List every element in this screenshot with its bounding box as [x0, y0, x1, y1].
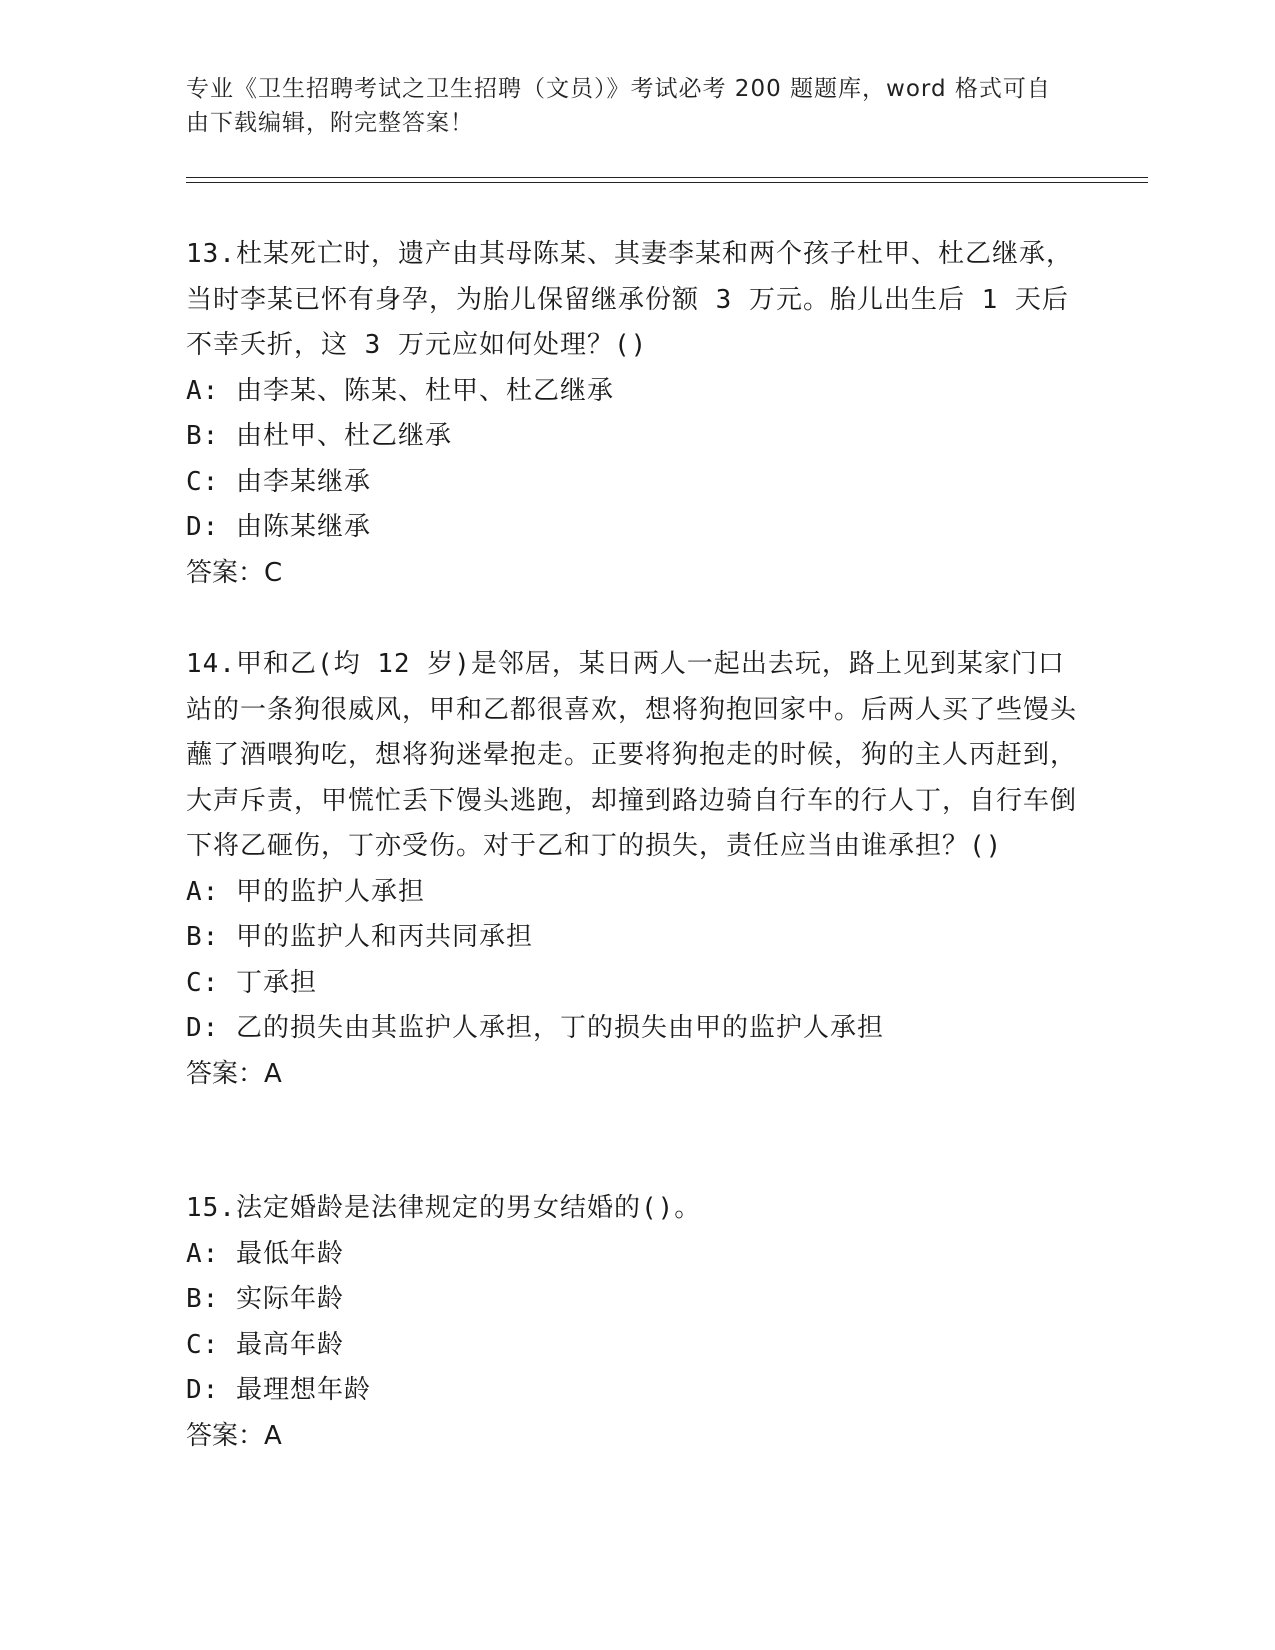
option-b: B: 由杜甲、杜乙继承: [186, 421, 452, 451]
option-a: A: 最低年龄: [186, 1238, 344, 1269]
option-d: D: 由陈某继承: [186, 512, 371, 542]
option-b: B: 实际年龄: [186, 1284, 344, 1314]
header-divider-bottom: [186, 182, 1148, 183]
option-d: D: 最理想年龄: [186, 1375, 371, 1405]
question-stem: 14.甲和乙(均 12 岁)是邻居，某日两人一起出去玩，路上见到某家门口站的一条狗很威风，甲和乙都很喜欢，想将狗抱回家中。后两人买了些馒头蘸了酒喂狗吃，想将狗迷晕抱走。正要将狗抱走的时候，狗的主人丙赶到，大声斥责，甲慌忙丢下馒头逃跑，却撞到路边骑自行车的行人丁，自行车倒下将乙砸伤，丁亦受伤。对于乙和丁的损失，责任应当由谁承担？(): [186, 649, 1078, 861]
question-13: [186, 232, 1086, 596]
option-c: C: 最高年龄: [186, 1329, 344, 1360]
question-14: [186, 642, 1086, 1097]
answer: 答案：A: [186, 1058, 282, 1089]
answer: 答案：C: [186, 557, 283, 588]
option-b: B: 甲的监护人和丙共同承担: [186, 922, 533, 952]
question-stem: 15.法定婚龄是法律规定的男女结婚的()。: [186, 1193, 702, 1223]
question-stem: 13.杜某死亡时，遗产由其母陈某、其妻李某和两个孩子杜甲、杜乙继承，当时李某已怀有身孕，为胎儿保留继承份额 3 万元。胎儿出生后 1 天后不幸夭折，这 3 万元应如何处理？(): [186, 239, 1073, 360]
header-text: 专业《卫生招聘考试之卫生招聘（文员）》考试必考 200 题题库，word 格式可自由下载编辑，附完整答案！: [186, 76, 1051, 136]
option-d: D: 乙的损失由其监护人承担，丁的损失由甲的监护人承担: [186, 1013, 884, 1043]
option-c: C: 丁承担: [186, 967, 317, 998]
option-c: C: 由李某继承: [186, 466, 371, 497]
option-a: A: 由李某、陈某、杜甲、杜乙继承: [186, 375, 614, 406]
option-a: A: 甲的监护人承担: [186, 876, 425, 907]
answer: 答案：A: [186, 1420, 282, 1451]
question-15: [186, 1186, 1086, 1459]
header-divider-top: [186, 177, 1148, 178]
document-header: [186, 72, 1066, 140]
